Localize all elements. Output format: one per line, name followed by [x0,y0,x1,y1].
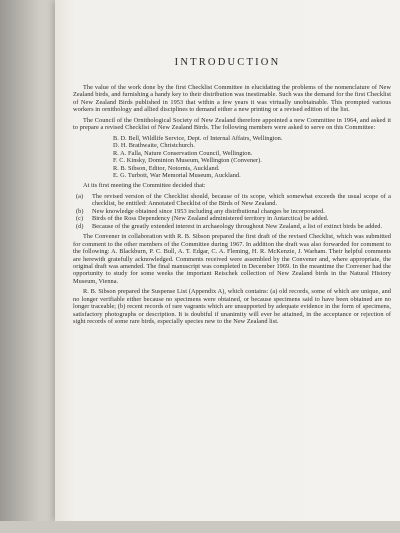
decision-list [73,193,391,230]
decision-label: (c) [76,215,84,223]
decision-text: Because of the greatly extended interest in archaeology throughout New Zealand, a list of extinct birds be added. [92,222,383,230]
book-page [55,0,400,521]
decision-item [73,223,391,230]
decision-text: Birds of the Ross Dependency (New Zealand administered territory in Antarctica) be added. [92,215,329,223]
page-title: INTRODUCTION [174,57,281,68]
member-item: F. C. Kinsky, Dominion Museum, Wellington (Convener). [113,157,262,165]
paragraph: R. B. Sibson prepared the Suspense List (Appendix A), which contains: (a) old records, some of which are unique, and no longer verifiable either because no specimens were obtained, or because specimens said to have been obtained are no longer traceable; (b) recent records of rare vagrants which are unsupported by adequate evidence in the form of specimens, satisfactory photographs or description. It is doubtful if unanimity will ever be attained, in the acceptance or rejection of sight records of some rare birds, especially species new to the New Zealand list. [73,288,391,326]
decision-item [73,193,391,208]
decision-text: New knowledge obtained since 1953 including any distributional changes be incorporated. [92,207,325,215]
member-list [113,135,391,180]
decision-item [73,208,391,215]
decision-label: (b) [76,207,84,215]
decision-label: (d) [76,222,84,230]
table-surface [0,521,400,533]
member-item: E. G. Turbott, War Memorial Museum, Auckland. [113,171,241,179]
paragraph: At its first meeting the Committee decided that: [83,182,206,190]
paragraph: The Council of the Ornithological Society of New Zealand therefore appointed a new Committee in 1964, and asked it to prepare a revised Checklist of New Zealand Birds. The following members were asked to serve on this Committee: [73,116,391,132]
paragraph: The Convener in collaboration with R. B. Sibson prepared the first draft of the revised Checklist, which was submitted for comment to the other members of the Committee during 1967. In addition the draft was also forwarded for comment to the following: A. Blackburn, P. C. Bull, A. T. Edgar, C. A. Fleming, H. R. McKenzie, J. Warham. Their helpful comments are herewith gratefully acknowledged. Comments received were assembled by the Convener and, where appropriate, the original draft was amended. The final manuscript was completed in December 1969. In the meantime the Convener had the opportunity to study for some weeks the important Reischek collection of New Zealand birds in the Natural History Museum, Vienna. [73,233,391,285]
paragraph: The value of the work done by the first Checklist Committee in elucidating the problems of the nomenclature of New Zealand birds, and furnishing a handy key to their distribution was inestimable. Such was the demand for the first Checklist of New Zealand Birds published in 1953 that within a few years it was virtually unobtainable. This prompted various workers in ornithology and allied disciplines to demand either a new printing or a revised edition of the list. [73,84,391,114]
decision-item [73,215,391,222]
member-item: R. A. Falla, Nature Conservation Council, Wellington. [113,149,253,157]
decision-text: The revised version of the Checklist should, because of its scope, which somewhat exceeds the usual scope of a checklist, be entitled: Annotated Checklist of the Birds of New Zealand. [92,192,391,208]
member-item: D. H. Brathwaite, Christchurch. [113,142,195,150]
member-item: B. D. Bell, Wildlife Service, Dept. of Internal Affairs, Wellington. [113,134,283,142]
page-body [73,84,391,329]
decision-label: (a) [76,192,84,200]
member-item: R. B. Sibson, Editor, Notornis, Auckland. [113,164,220,172]
